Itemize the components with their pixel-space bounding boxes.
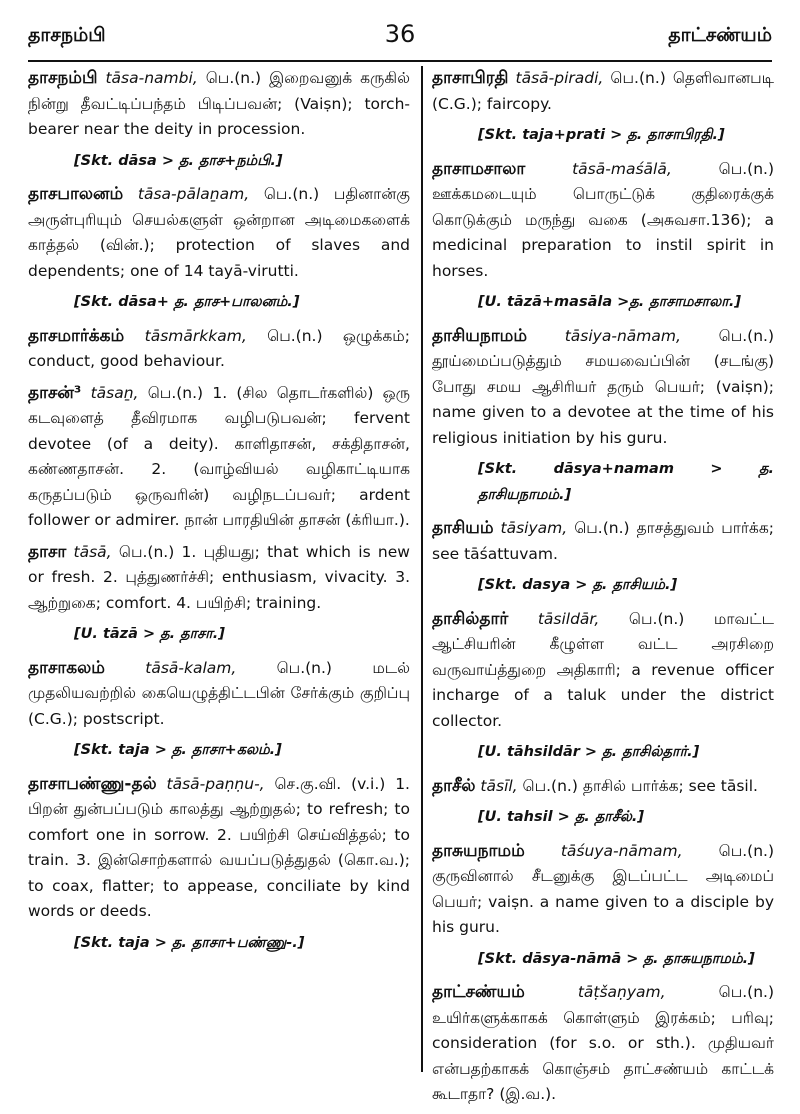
entry-headword: தாசா (28, 541, 67, 562)
dictionary-entry (432, 157, 774, 316)
page-header (28, 14, 772, 54)
right-column (432, 66, 774, 1114)
entry-definition: தாசத்துவம் பார்க்க; see tāśattuvam. (432, 519, 774, 563)
entry-etymology: [Skt. dāsa > த. தாச+நம்பி.] (74, 152, 283, 169)
dictionary-entry (432, 66, 774, 149)
entry-part-of-speech: பெ.(n.) (522, 776, 583, 795)
entry-definition: 1. (சில தொடர்களில்) ஒரு கடவுளைத் தீவிரமாக வழிபடுபவன்; fervent devotee (of a deity). காளிதாசன், சக்திதாசன், கண்ணதாசன். 2. (வாழ்வியல் வழிகாட்டியாக கருதப்படும் ஒருவரின்) வழிநடப்பவர்; ardent follower or admirer. நான் பாரதியின் தாசன் (க்ரியா.). (28, 383, 410, 529)
entry-part-of-speech: பெ.(n.) (718, 326, 774, 345)
entry-transliteration: tāṭšaṇyam, (524, 983, 719, 1001)
entry-part-of-speech: பெ.(n.) (267, 326, 343, 345)
entry-transliteration: tāśuya-nāmam, (524, 841, 719, 860)
dictionary-entry (432, 324, 774, 509)
entry-transliteration: tāsa-nambi, (97, 69, 206, 87)
entry-transliteration: tāsmārkkam, (124, 326, 268, 345)
entry-transliteration: tāsa-pālaṉam, (123, 185, 264, 203)
dictionary-entry (432, 516, 774, 599)
entry-definition: (v.i.) 1. பிறன் துன்பப்படும் காலத்து ஆற்றுதல்; to refresh; to comfort one in sorrow. 2. பயிற்சி செய்வித்தல்; to train. 3. இன்சொற்களால் வயப்படுத்துதல் (கொ.வ.); to coax, flatter; to appease, conciliate by kind words or deeds. (28, 774, 410, 920)
entry-etymology: [Skt. dāsa+ த. தாச+பாலனம்.] (74, 294, 300, 310)
dictionary-entry (28, 772, 410, 957)
entry-definition: தூய்மைப்படுத்தும் சமயவைப்பின் (சடங்கு) போது சமய ஆசிரியர் தரும் பெயர்; (vaiṣn); name given to a devotee at the time of his religious initiation by his guru. (432, 352, 774, 447)
entry-headword: தாட்சண்யம் (432, 982, 525, 1002)
dictionary-entry (28, 656, 410, 764)
entry-definition: உயிர்களுக்காகக் கொள்ளும் இரக்கம்; பரிவு; consideration (for s.o. or sth.). முதியவர் என்பதற்காகக் கொஞ்சம் தாட்சண்யம் காட்டக் கூடாதா? (இ.வ.). (432, 1008, 774, 1103)
entry-part-of-speech: பெ.(n.) (610, 69, 673, 87)
entry-definition: குருவினால் சீடனுக்கு இடப்பட்ட அடிமைப் பெயர்; vaiṣn. a name given to a disciple by his guru. (432, 867, 774, 936)
entry-transliteration: tāsā-kalam, (104, 658, 277, 677)
entry-definition: 1. புதியது; that which is new or fresh. 2. புத்துணர்ச்சி; enthusiasm, vivacity. 3. ஆற்றுகை; comfort. 4. பயிற்சி; training. (28, 542, 410, 612)
dictionary-entry (28, 182, 410, 316)
entry-headword: தாசாபண்ணு-தல் (28, 773, 157, 794)
entry-definition: ஊக்கமடையும் பொருட்டுக் குதிரைக்குக் கொடுக்கும் மருந்து வகை (அசுவசா.136); a medicinal preparation to instil spirit in horses. (432, 185, 774, 280)
entry-etymology: [U. tāhsildār > த. தாசில்தார்.] (478, 744, 700, 760)
entry-transliteration: tāsā-maśālā, (525, 159, 719, 178)
entry-etymology: [U. tahsil > த. தாசீல்.] (478, 809, 645, 825)
dictionary-entry (28, 381, 410, 534)
entry-transliteration: tāsā, (66, 542, 119, 561)
entry-part-of-speech: பெ.(n.) (276, 658, 373, 677)
entry-headword: தாசநம்பி (28, 68, 98, 88)
entry-part-of-speech: பெ.(n.) (147, 383, 213, 402)
entry-definition: தாசில் பார்க்க; see tāsil. (582, 776, 758, 795)
entry-headword: தாசாகலம் (28, 657, 105, 678)
dictionary-entry (28, 540, 410, 648)
entry-headword: தாசீல் (432, 775, 476, 796)
entry-transliteration: tāsaṉ, (81, 383, 148, 402)
entry-etymology: [Skt. dāsya-nāmā > த. தாசுயநாமம்.] (478, 950, 755, 967)
entry-definition: மாவட்ட ஆட்சியரின் கீழுள்ள வட்ட அரசிறை வருவாய்த்துறை அதிகாரி; a revenue officer incharge of a taluk under the district collector. (432, 609, 774, 730)
entry-headword: தாசபாலனம் (28, 184, 124, 204)
header-rule (28, 60, 772, 62)
entry-headword: தாசியம் (432, 518, 494, 538)
column-divider (421, 66, 423, 1072)
dictionary-entry (28, 324, 410, 375)
dictionary-entry (432, 839, 774, 973)
entry-definition: இறைவனுக் கருகில் நின்று தீவட்டிப்பந்தம் பிடிப்பவன்; (Vaiṣn); torch-bearer near the deity in procession. (28, 69, 410, 138)
entry-part-of-speech: பெ.(n.) (118, 542, 182, 561)
entry-transliteration: tāsiyam, (493, 519, 575, 537)
entry-part-of-speech: பெ.(n.) (718, 983, 774, 1001)
entry-transliteration: tāsiya-nāmam, (527, 326, 719, 345)
entry-definition: பதினான்கு அருள்புரியும் செயல்களுள் ஒன்றான அடிமைகளைக் காத்தல் (வின்.); protection of slaves and dependents; one of 14 tayā-virutti. (28, 185, 410, 280)
entry-etymology: [Skt. taja+prati > த. தாசாபிரதி.] (478, 127, 725, 143)
entry-part-of-speech: பெ.(n.) (205, 69, 270, 87)
entry-etymology: [U. tāzā > த. தாசா.] (74, 626, 225, 642)
entry-etymology: [U. tāzā+masāla >த. தாசாமசாலா.] (478, 294, 741, 310)
dictionary-entry (432, 774, 774, 831)
entry-definition: ஒழுக்கம்; conduct, good behaviour. (28, 326, 410, 370)
entry-etymology: [Skt. taja > த. தாசா+கலம்.] (74, 742, 282, 758)
entry-headword: தாசுயநாமம் (432, 840, 525, 861)
left-column (28, 66, 410, 964)
entry-transliteration: tāsā-piradi, (508, 69, 611, 87)
dictionary-entry (28, 66, 410, 174)
entry-headword: தாசியநாமம் (432, 325, 527, 346)
entry-headword: தாசன்³ (28, 382, 82, 403)
entry-definition: தெளிவானபடி (C.G.); faircopy. (432, 69, 774, 113)
entry-headword: தாசாபிரதி (432, 68, 509, 88)
entry-headword: தாசாமசாலா (432, 158, 526, 179)
page-number: 36 (384, 20, 416, 48)
entry-headword: தாசில்தார் (432, 608, 509, 629)
entry-transliteration: tāsā-paṇṇu-, (156, 774, 275, 793)
entry-etymology: [Skt. taja > த. தாசா+பண்ணு-.] (74, 934, 305, 951)
entry-headword: தாசமார்க்கம் (28, 325, 125, 346)
entry-etymology: [Skt. dāsya+namam > த. தாசியநாமம்.] (478, 461, 774, 503)
entry-part-of-speech: பெ.(n.) (263, 185, 334, 203)
entry-part-of-speech: பெ.(n.) (718, 841, 774, 860)
entry-transliteration: tāsildār, (508, 609, 629, 628)
entry-part-of-speech: பெ.(n.) (628, 609, 714, 628)
dictionary-entry (432, 607, 774, 766)
entry-part-of-speech: பெ.(n.) (574, 519, 637, 537)
entry-etymology: [Skt. dasya > த. தாசியம்.] (478, 577, 678, 593)
entry-part-of-speech: செ.கு.வி. (274, 774, 352, 793)
header-left-guide-word: தாசநம்பி (28, 24, 106, 46)
header-right-guide-word: தாட்சண்யம் (668, 24, 772, 46)
dictionary-entry (432, 980, 774, 1108)
entry-part-of-speech: பெ.(n.) (718, 159, 774, 178)
entry-definition: மடல் முதலியவற்றில் கையெழுத்திட்டபின் சேர்க்கும் குறிப்பு (C.G.); postscript. (28, 658, 410, 728)
entry-transliteration: tāsīl, (475, 776, 523, 795)
